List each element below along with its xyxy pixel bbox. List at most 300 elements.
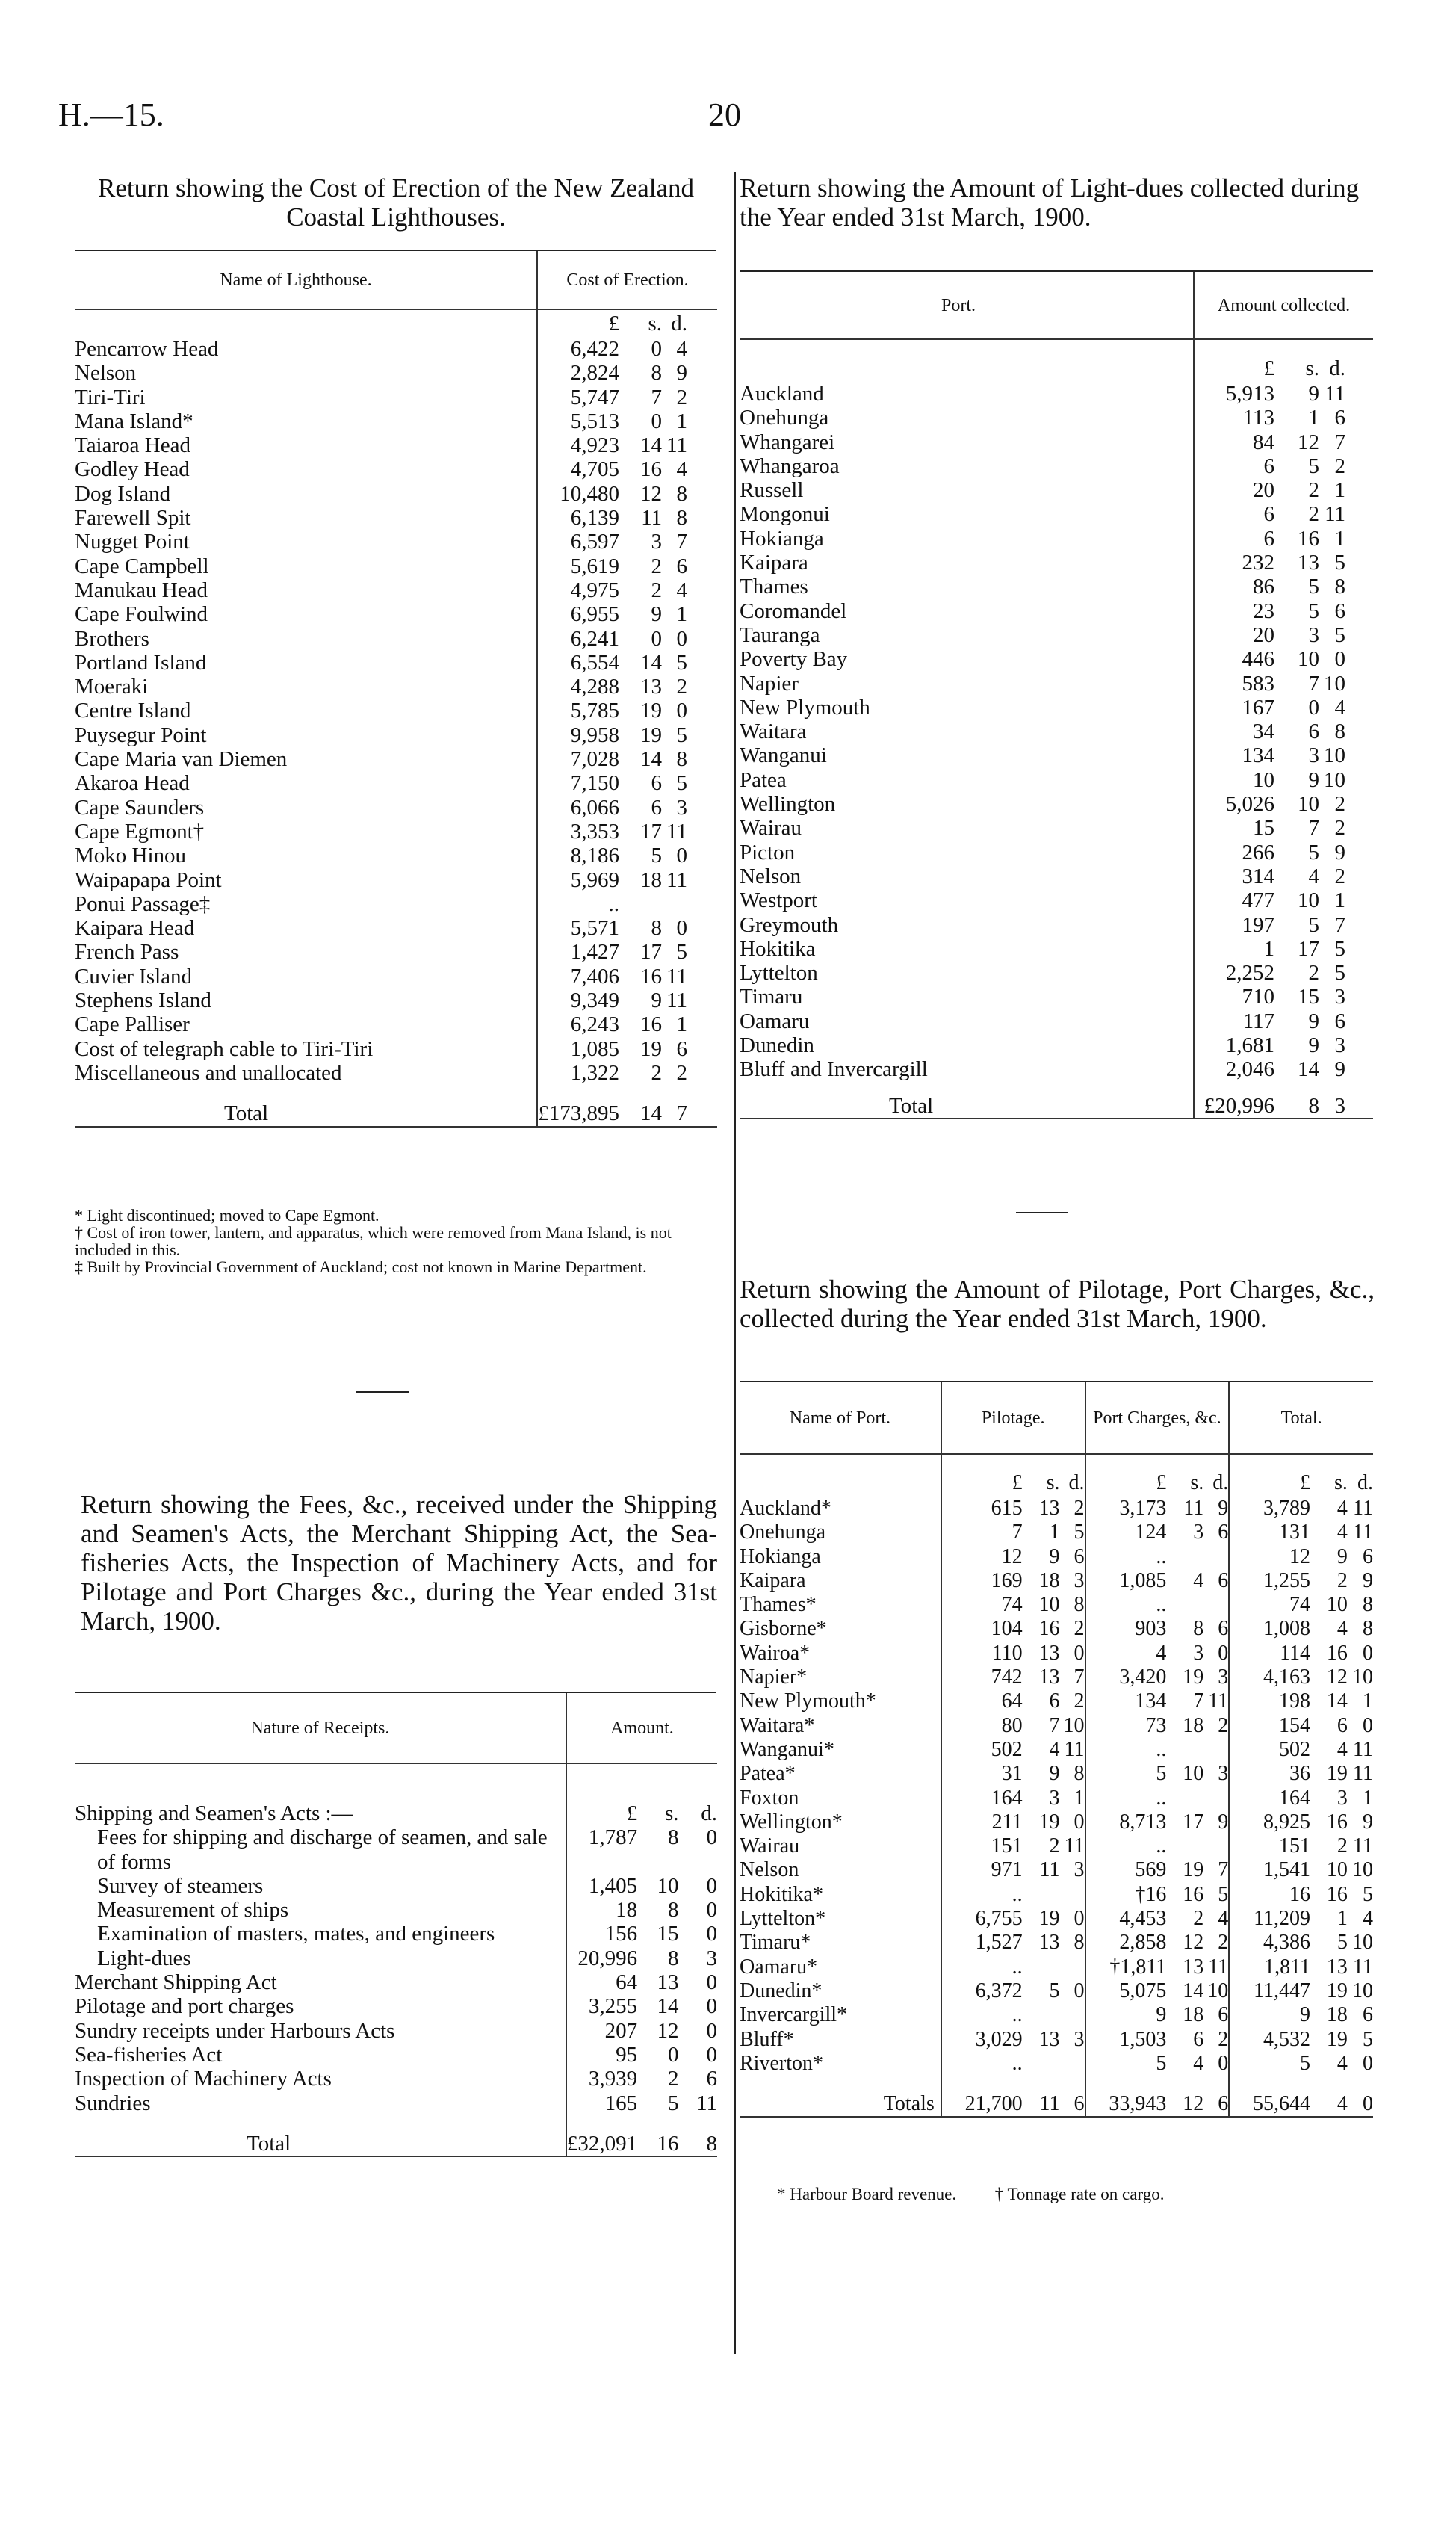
dot-leader	[1177, 551, 1194, 575]
amount-pence: 11	[696, 2091, 717, 2115]
total-pence: 11	[1353, 1834, 1373, 1858]
port-charges-shillings: 12	[1183, 1931, 1204, 1955]
cost-pounds: 1,085	[570, 1036, 619, 1061]
amount-pounds: 2,046	[1225, 1057, 1274, 1082]
pilotage-shillings	[1023, 2003, 1060, 2027]
table-row	[740, 454, 1373, 478]
pilotage-pounds: 3,029	[975, 2027, 1023, 2051]
table-row	[740, 2028, 1373, 2052]
dot-leader	[517, 602, 537, 626]
port-charges-pounds: ..	[1156, 1786, 1167, 1810]
total-pounds: 502	[1279, 1737, 1311, 1761]
lightdues-title	[740, 173, 1382, 232]
cost-shillings: 19	[640, 1036, 662, 1061]
total-pence: 9	[1363, 1568, 1373, 1592]
amount-pence: 2	[1334, 816, 1345, 841]
dot-leader	[517, 651, 537, 675]
table-row	[75, 771, 717, 795]
cost-pence	[662, 892, 687, 916]
table-row	[75, 2091, 717, 2115]
lightdues-table	[740, 272, 1373, 1124]
amount-shillings: 14	[1298, 1057, 1319, 1082]
table-row	[740, 527, 1373, 551]
spacer	[687, 868, 717, 892]
port-name: Kaipara	[740, 551, 808, 575]
table-row	[740, 672, 1373, 696]
port-charges-pounds: 134	[1135, 1689, 1167, 1713]
table-row	[75, 386, 717, 409]
amount-shillings: 6	[1308, 720, 1319, 744]
cost-pence: 5	[676, 940, 687, 965]
pilotage-pounds: ..	[1012, 1882, 1023, 1906]
port-name: Tauranga	[740, 622, 820, 647]
total-row	[75, 1085, 717, 1126]
total-pence: 11	[1353, 1737, 1373, 1761]
total-pence: 4	[1363, 1907, 1373, 1931]
total-shillings: 18	[1326, 2003, 1348, 2027]
pilotage-table	[740, 1382, 1373, 2122]
spacer	[740, 340, 1177, 382]
amount-shillings: 14	[657, 1994, 679, 2019]
total-shillings: 6	[1336, 1713, 1348, 1737]
total-shillings: 4	[1336, 1521, 1348, 1544]
spacer	[1345, 430, 1373, 454]
spacer	[1345, 1009, 1373, 1033]
amount-shillings: 12	[657, 2018, 679, 2043]
port-name: Whangarei	[740, 430, 835, 454]
spacer	[1345, 382, 1373, 406]
port-charges-pounds: 5	[1156, 2051, 1167, 2075]
dot-leader	[1177, 406, 1194, 430]
total-pence: 6	[1363, 2003, 1373, 2027]
port-name: Whangaroa	[740, 454, 840, 478]
cost-pounds: 7,028	[570, 747, 619, 772]
dot-leader	[1177, 647, 1194, 671]
pilotage-pounds: 31	[1001, 1762, 1023, 1786]
amount-pence: 9	[1334, 1057, 1345, 1082]
table-row	[75, 723, 717, 747]
port-charges-shillings: 14	[1183, 1979, 1204, 2002]
spacer	[1345, 502, 1373, 526]
total-pence: 6	[1363, 1544, 1373, 1568]
table-row	[740, 1907, 1373, 1931]
amount-shillings: 3	[1308, 743, 1319, 768]
port-charges-shillings	[1166, 1738, 1203, 1762]
pilotage-shillings: 13	[1038, 1497, 1060, 1520]
amount-pounds: 117	[1242, 1009, 1274, 1033]
table-row	[75, 1970, 717, 1994]
amount-shillings: 12	[1298, 430, 1319, 454]
pilotage-footnotes	[777, 2186, 1375, 2203]
pilotage-title-text: Return showing the Amount of Pilotage, Port Charges, &c., collected during the Year ended 31st March, 1900.	[740, 1275, 1375, 1333]
pilotage-pence: 0	[1060, 1979, 1085, 2003]
table-row	[740, 768, 1373, 792]
cost-pounds: 8,186	[570, 844, 619, 868]
dot-leader	[1177, 1009, 1194, 1033]
lighthouse-name: Cape Maria van Diemen	[75, 747, 288, 772]
port-name: Oamaru	[740, 1009, 810, 1033]
dot-leader	[517, 337, 537, 361]
pilotage-pounds: 502	[991, 1737, 1023, 1761]
spacer	[687, 627, 717, 651]
port-name: Wellington*	[740, 1810, 941, 1834]
port-charges-pence: 0	[1203, 2052, 1229, 2076]
amount-shillings: 5	[1308, 575, 1319, 599]
cost-pence: 2	[676, 1060, 687, 1085]
cost-pence: 5	[676, 723, 687, 747]
dot-leader	[517, 578, 537, 602]
port-charges-total-shillings: 12	[1183, 2092, 1204, 2116]
spacer	[687, 675, 717, 699]
cost-pounds: 6,243	[570, 1012, 619, 1037]
amount-shillings: 15	[1298, 985, 1319, 1009]
amount-pounds: 6	[1263, 502, 1274, 527]
port-charges-pounds: 2,858	[1119, 1931, 1167, 1955]
amount-pounds: 86	[1253, 575, 1274, 599]
port-charges-pence: 6	[1203, 1521, 1229, 1544]
table-row	[75, 457, 717, 481]
cost-pence: 11	[666, 964, 687, 989]
total-shillings: 14	[1326, 1689, 1348, 1713]
pilotage-pence: 8	[1060, 1762, 1085, 1786]
amount-pence: 3	[706, 1946, 717, 1970]
unit-pence: d.	[1329, 356, 1345, 380]
port-charges-shillings: 13	[1183, 1955, 1204, 1979]
amount-pence: 8	[1334, 575, 1345, 599]
cost-pounds: 9,958	[570, 723, 619, 747]
pilotage-footnote-1: * Harbour Board revenue.	[777, 2185, 957, 2203]
spacer	[687, 965, 717, 989]
amount-shillings: 2	[1308, 478, 1319, 503]
table-row	[75, 433, 717, 457]
cost-pence: 2	[676, 385, 687, 409]
pilotage-shillings: 9	[1049, 1544, 1060, 1568]
total-shillings: 3	[1336, 1786, 1348, 1810]
amount-pounds: 64	[616, 1970, 638, 1995]
lighthouse-name: Cape Foulwind	[75, 602, 208, 627]
table-row	[75, 651, 717, 675]
amount-pounds: 5,026	[1225, 792, 1274, 817]
fees-table	[75, 1693, 717, 2162]
total-pence: 0	[1363, 1713, 1373, 1737]
amount-pounds: 20	[1253, 478, 1274, 503]
spacer	[1177, 340, 1194, 382]
table-row	[75, 820, 717, 844]
pilotage-pounds: 7	[1012, 1521, 1023, 1544]
table-row	[740, 864, 1373, 888]
port-charges-pence	[1203, 1834, 1229, 1858]
table-row	[740, 913, 1373, 937]
amount-pence: 0	[706, 2018, 717, 2043]
cost-pence: 5	[676, 771, 687, 796]
port-charges-pence: 0	[1203, 1642, 1229, 1665]
lighthouse-footnote: † Cost of iron tower, lantern, and apparatus, which were removed from Mana Island, is not included in this.	[75, 1223, 672, 1259]
pilotage-shillings: 18	[1038, 1568, 1060, 1592]
pilotage-pounds: 80	[1001, 1713, 1023, 1737]
amount-pounds: 1	[1263, 936, 1274, 961]
total-row	[740, 1082, 1373, 1119]
port-name: Nelson	[740, 1858, 941, 1882]
lighthouse-name: French Pass	[75, 940, 179, 965]
table-row	[740, 696, 1373, 720]
total-shillings: 16	[657, 2131, 679, 2156]
port-charges-pounds: ..	[1156, 1544, 1167, 1568]
spacer	[1345, 792, 1373, 816]
pilotage-pounds: 74	[1001, 1593, 1023, 1617]
port-name: Westport	[740, 888, 817, 913]
cost-pounds: 1,427	[570, 940, 619, 965]
cost-pence: 11	[666, 989, 687, 1013]
total-label: Total	[224, 1101, 269, 1126]
spacer	[687, 310, 717, 337]
table-row	[75, 796, 717, 820]
table-row	[75, 747, 717, 771]
cost-pence: 1	[676, 1012, 687, 1037]
lighthouse-name: Dog Island	[75, 481, 171, 506]
spacer	[687, 747, 717, 771]
pilotage-shillings: 13	[1038, 1641, 1060, 1665]
amount-pence: 0	[706, 1970, 717, 1995]
amount-pounds: 207	[604, 2018, 638, 2043]
table-row	[740, 575, 1373, 598]
pilotage-pence: 3	[1060, 1569, 1085, 1593]
table-row	[75, 2043, 717, 2067]
pilotage-pence: 0	[1060, 1642, 1085, 1665]
port-charges-shillings: 2	[1193, 1907, 1204, 1931]
total-pence: 1	[1363, 1689, 1373, 1713]
port-name: Gisborne*	[740, 1617, 941, 1641]
total-shillings: 2	[1336, 1834, 1348, 1858]
lighthouse-name: Moeraki	[75, 675, 149, 699]
pilotage-pence: 3	[1060, 2028, 1085, 2052]
cost-pounds: 6,597	[570, 530, 619, 554]
amount-pence: 6	[1334, 1009, 1345, 1033]
table-row	[740, 1497, 1373, 1521]
port-name: Onehunga	[740, 1521, 941, 1544]
table-row	[740, 1834, 1373, 1858]
amount-pounds: 113	[1242, 406, 1274, 430]
port-charges-pounds: 5	[1156, 1762, 1167, 1786]
dot-leader	[517, 675, 537, 699]
cost-pounds: 10,480	[560, 481, 619, 506]
pilotage-shillings: 3	[1049, 1786, 1060, 1810]
table-row	[740, 1617, 1373, 1641]
spacer	[687, 844, 717, 867]
cost-pence: 2	[676, 675, 687, 699]
receipt-name: Examination of masters, mates, and engineers	[75, 1922, 566, 1946]
dot-leader	[1177, 1057, 1194, 1081]
table-row	[75, 1994, 717, 2018]
lighthouse-name: Cape Campbell	[75, 554, 209, 578]
port-charges-pence: 6	[1203, 2003, 1229, 2027]
dot-leader	[1177, 623, 1194, 647]
cost-shillings: 19	[640, 699, 662, 723]
cost-shillings: 16	[640, 1012, 662, 1037]
table-row	[740, 816, 1373, 840]
spacer	[1345, 1033, 1373, 1057]
cost-pence: 5	[676, 650, 687, 675]
spacer	[1345, 623, 1373, 647]
lighthouse-name: Centre Island	[75, 699, 191, 723]
port-charges-pence: 2	[1203, 2028, 1229, 2052]
pilotage-pounds: 164	[991, 1786, 1023, 1810]
total-pence: 3	[1334, 1093, 1345, 1118]
port-name: Nelson	[740, 864, 802, 888]
amount-pence: 11	[1325, 502, 1345, 527]
pilotage-pence: 5	[1060, 1521, 1085, 1544]
table-row	[75, 965, 717, 989]
dot-leader	[517, 1061, 537, 1085]
cost-shillings: 18	[640, 867, 662, 892]
spacer	[687, 554, 717, 578]
unit-shillings: s.	[648, 312, 662, 335]
table-row	[740, 1762, 1373, 1786]
amount-pence: 10	[1324, 743, 1345, 768]
amount-pence: 0	[706, 1922, 717, 1946]
dot-leader	[1177, 913, 1194, 937]
spacer	[1345, 841, 1373, 864]
port-charges-pounds: †16	[1135, 1882, 1167, 1906]
total-pence: 8	[706, 2131, 717, 2156]
cost-shillings: 14	[640, 650, 662, 675]
table-row	[740, 551, 1373, 575]
table-row	[740, 599, 1373, 623]
pilotage-shillings: 4	[1049, 1737, 1060, 1761]
cost-shillings: 12	[640, 481, 662, 506]
lighthouse-name: Cuvier Island	[75, 964, 193, 989]
cost-pence: 8	[676, 747, 687, 772]
port-charges-total-pounds: 33,943	[1109, 2092, 1167, 2116]
pilotage-shillings: 13	[1038, 2027, 1060, 2051]
dot-leader	[1177, 937, 1194, 961]
port-name: Bluff*	[740, 2028, 941, 2052]
cost-pounds: 5,969	[570, 867, 619, 892]
port-charges-shillings: 4	[1193, 2051, 1204, 2075]
table-row	[740, 961, 1373, 985]
cost-pounds: 4,705	[570, 457, 619, 482]
port-charges-pounds: 4	[1156, 1641, 1167, 1665]
pilotage-pounds: ..	[1012, 1955, 1023, 1979]
cost-pence: 0	[676, 626, 687, 651]
table-row	[740, 1858, 1373, 1882]
port-name: Patea*	[740, 1762, 941, 1786]
lighthouse-name: Godley Head	[75, 457, 190, 482]
spacer	[687, 337, 717, 361]
table-row	[740, 1738, 1373, 1762]
total-pence: 11	[1353, 1762, 1373, 1786]
cost-shillings: 3	[651, 530, 662, 554]
table-row	[740, 1521, 1373, 1544]
amount-shillings: 1	[1308, 406, 1319, 430]
table-row	[740, 2003, 1373, 2027]
cost-pence: 8	[676, 481, 687, 506]
dot-leader	[1177, 527, 1194, 551]
cost-pounds: 6,066	[570, 795, 619, 820]
dot-leader	[517, 361, 537, 385]
table-row	[740, 406, 1373, 430]
table-row	[740, 792, 1373, 816]
pilotage-shillings: 13	[1038, 1665, 1060, 1689]
dot-leader	[517, 530, 537, 554]
port-charges-shillings	[1166, 1834, 1203, 1858]
cost-shillings: 8	[651, 916, 662, 941]
total-pounds: 1,541	[1263, 1858, 1311, 1882]
port-name: Kaipara	[740, 1569, 941, 1593]
total-shillings: 19	[1326, 1979, 1348, 2002]
amount-pounds: 1,787	[588, 1825, 638, 1850]
cost-pence: 7	[676, 530, 687, 554]
amount-shillings: 16	[1298, 526, 1319, 551]
total-pounds: 1,008	[1263, 1617, 1311, 1641]
lighthouse-name: Stephens Island	[75, 989, 211, 1013]
port-charges-pence: 9	[1203, 1497, 1229, 1521]
dot-leader	[1177, 816, 1194, 840]
lighthouse-name: Moko Hinou	[75, 844, 187, 868]
cost-pounds: 7,150	[570, 771, 619, 796]
dot-leader	[1177, 792, 1194, 816]
port-name: Auckland	[740, 382, 824, 406]
unit-pounds: £	[626, 1801, 638, 1825]
port-name: Onehunga	[740, 406, 829, 430]
cost-pounds: 3,353	[570, 819, 619, 844]
unit-pence: d.	[701, 1801, 717, 1825]
total-pounds: 1,811	[1264, 1955, 1311, 1979]
lighthouse-name: Pencarrow Head	[75, 337, 219, 361]
spacer	[687, 796, 717, 820]
cost-shillings: 0	[651, 337, 662, 361]
table-row	[740, 937, 1373, 961]
amount-pounds: 23	[1253, 598, 1274, 623]
pilotage-shillings: 19	[1038, 1810, 1060, 1834]
spacer	[687, 916, 717, 940]
table-row	[75, 361, 717, 385]
unit-pence: d.	[1060, 1455, 1085, 1497]
table-row	[75, 916, 717, 940]
pilotage-pence: 2	[1060, 1617, 1085, 1641]
port-charges-pence: 3	[1203, 1665, 1229, 1689]
amount-pounds: 6	[1263, 454, 1274, 478]
total-pence: 10	[1352, 1858, 1373, 1882]
spacer	[687, 409, 717, 433]
total-pounds: 154	[1279, 1713, 1311, 1737]
receipt-name: Sea-fisheries Act	[75, 2043, 566, 2067]
pilotage-pence: 7	[1060, 1665, 1085, 1689]
cost-pence: 0	[676, 699, 687, 723]
pilotage-pounds: 64	[1001, 1689, 1023, 1713]
port-charges-pounds: 1,085	[1119, 1568, 1167, 1592]
port-charges-pence: 2	[1203, 1714, 1229, 1738]
cost-shillings: 2	[651, 1060, 662, 1085]
cost-pounds: 5,513	[570, 409, 619, 433]
total-pence: 11	[1353, 1521, 1373, 1544]
lightdues-title-text: Return showing the Amount of Light-dues collected during the Year ended 31st March, 1900.	[740, 173, 1360, 232]
cost-pence: 1	[676, 409, 687, 433]
total-pounds: 12	[1289, 1544, 1311, 1568]
table-row	[740, 1883, 1373, 1907]
total-pounds: 8,925	[1263, 1810, 1311, 1834]
amount-pounds: 266	[1242, 840, 1274, 864]
total-pounds: 74	[1289, 1593, 1311, 1617]
spacer	[1345, 527, 1373, 551]
port-name: Patea	[740, 767, 787, 792]
pilotage-title	[740, 1275, 1375, 1333]
table-row	[740, 430, 1373, 454]
amount-pounds: 197	[1242, 912, 1274, 937]
cost-pounds: 6,241	[570, 626, 619, 651]
port-charges-pence	[1203, 1787, 1229, 1810]
lighthouse-name: Ponui Passage‡	[75, 891, 211, 916]
total-pence: 5	[1363, 1882, 1373, 1906]
